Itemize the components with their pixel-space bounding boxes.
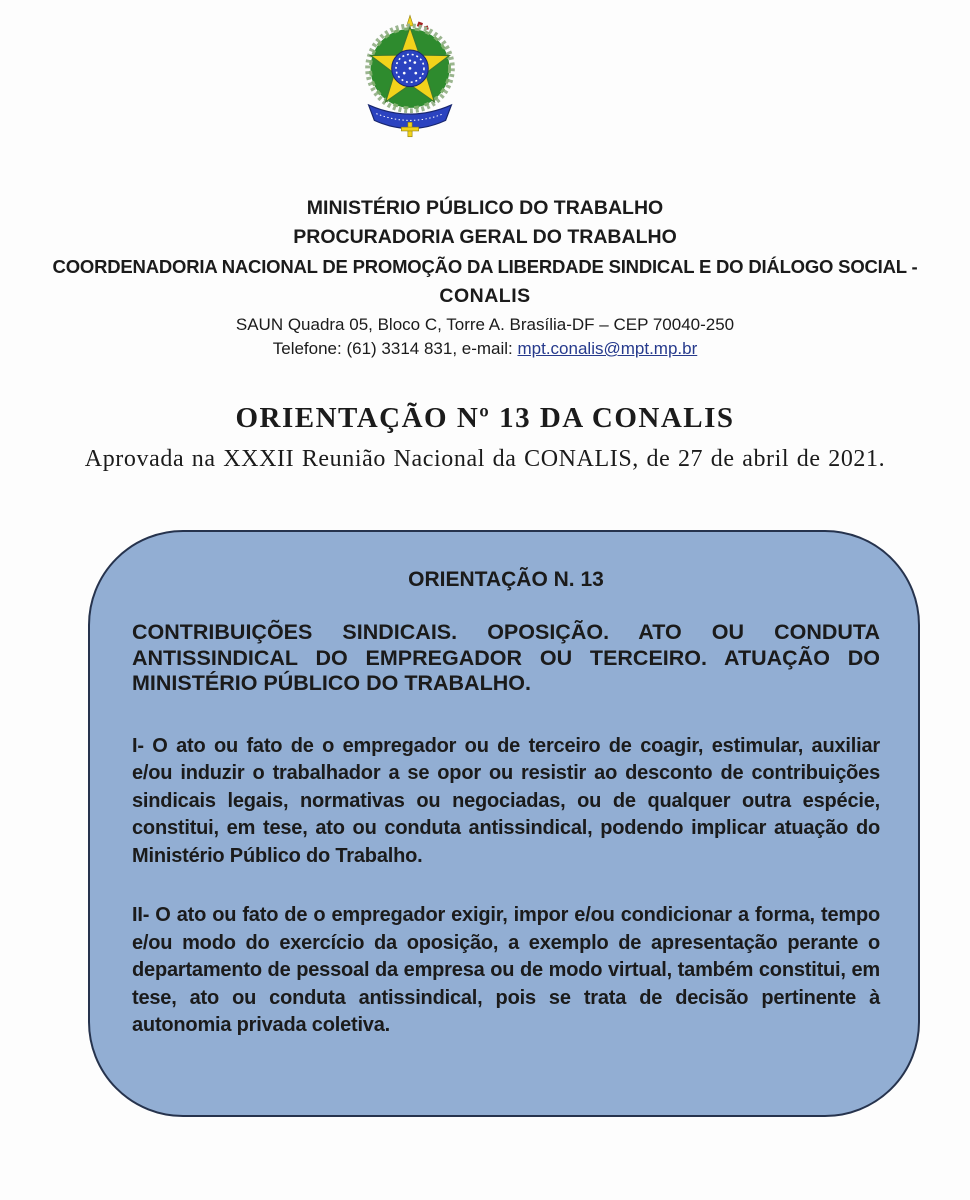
orientation-heading: CONTRIBUIÇÕES SINDICAIS. OPOSIÇÃO. ATO OU CONDUTA ANTISSINDICAL DO EMPREGADOR OU TERCEIRO. ATUAÇÃO DO MINISTÉRIO PÚBLICO DO TRABALHO.: [132, 620, 880, 695]
orientation-box: [88, 530, 920, 1117]
document-subtitle: Aprovada na XXXII Reunião Nacional da CONALIS, de 27 de abril de 2021.: [84, 446, 886, 472]
contact-prefix: Telefone: (61) 3314 831, e-mail:: [272, 339, 518, 358]
email-link[interactable]: mpt.conalis@mpt.mp.br: [517, 339, 698, 358]
contact-line: [0, 338, 970, 360]
document-title: ORIENTAÇÃO Nº 13 DA CONALIS: [235, 402, 735, 434]
brazil-coat-of-arms-icon: [357, 13, 463, 141]
address-line: SAUN Quadra 05, Bloco C, Torre A. Brasília-DF – CEP 70040-250: [235, 315, 735, 334]
org-name-coordenadoria: COORDENADORIA NACIONAL DE PROMOÇÃO DA LIBERDADE SINDICAL E DO DIÁLOGO SOCIAL -: [52, 256, 918, 277]
orientation-box-title: ORIENTAÇÃO N. 13: [408, 568, 604, 591]
org-name-procuradoria: PROCURADORIA GERAL DO TRABALHO: [293, 226, 677, 248]
org-name-ministry: MINISTÉRIO PÚBLICO DO TRABALHO: [306, 197, 664, 219]
org-name-conalis: CONALIS: [439, 285, 531, 307]
orientation-item-2: II- O ato ou fato de o empregador exigir, impor e/ou condicionar a forma, tempo e/ou modo do exercício da oposição, a exemplo de apresentação perante o departamento de pessoal da empresa ou de modo virtual, também constitui, em tese, ato ou conduta antissindical, pois se trata de decisão pertinente à autonomia privada coletiva.: [132, 904, 880, 1036]
orientation-item-1: I- O ato ou fato de o empregador ou de terceiro de coagir, estimular, auxiliar e/ou induzir o trabalhador a se opor ou resistir ao desconto de contribuições sindicais legais, normativas ou negociadas, ou de qualquer outra espécie, constitui, em tese, ato ou conduta antissindical, podendo implicar atuação do Ministério Público do Trabalho.: [132, 734, 880, 867]
